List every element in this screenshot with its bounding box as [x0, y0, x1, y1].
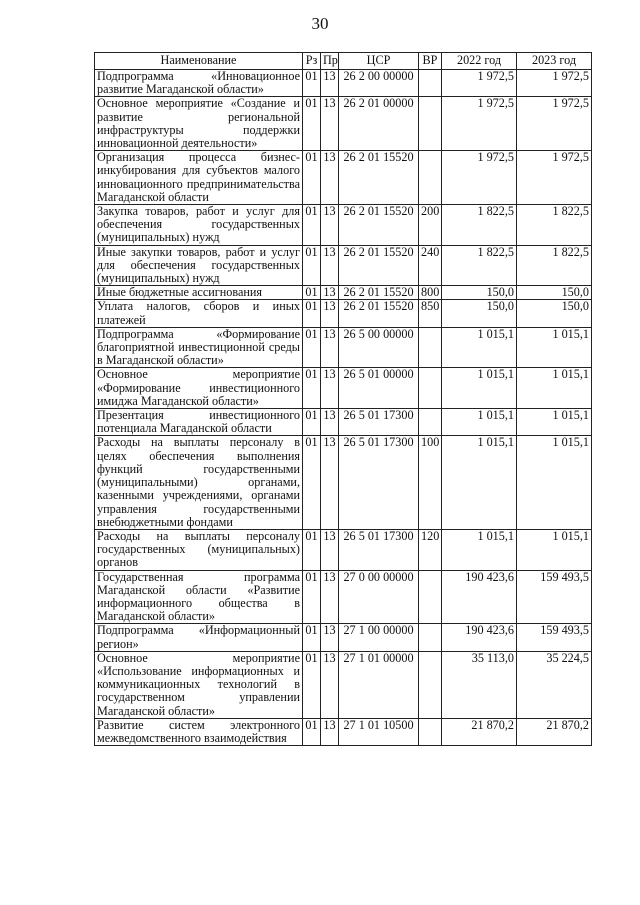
row-2023: 1 015,1: [517, 409, 592, 436]
table-row: [95, 436, 592, 529]
row-csr: 27 1 01 00000: [339, 651, 419, 718]
row-vr: 240: [419, 245, 442, 286]
row-pr: 13: [321, 651, 339, 718]
row-rz: 01: [303, 529, 321, 570]
table-row: [95, 205, 592, 246]
row-2023: 159 493,5: [517, 624, 592, 651]
row-rz: 01: [303, 718, 321, 745]
row-vr: [419, 327, 442, 368]
row-2022: 150,0: [442, 300, 517, 327]
row-vr: [419, 570, 442, 624]
table-header-row: [95, 53, 592, 70]
row-csr: 26 5 00 00000: [339, 327, 419, 368]
row-rz: 01: [303, 205, 321, 246]
row-pr: 13: [321, 436, 339, 529]
row-rz: 01: [303, 409, 321, 436]
row-csr: 26 2 01 15520: [339, 205, 419, 246]
row-rz: 01: [303, 70, 321, 97]
row-2023: 1 015,1: [517, 368, 592, 409]
row-vr: [419, 70, 442, 97]
row-2022: 1 972,5: [442, 97, 517, 151]
row-rz: 01: [303, 436, 321, 529]
budget-table: [94, 52, 592, 746]
row-pr: 13: [321, 286, 339, 300]
row-rz: 01: [303, 300, 321, 327]
row-2022: 21 870,2: [442, 718, 517, 745]
row-pr: 13: [321, 327, 339, 368]
row-2023: 35 224,5: [517, 651, 592, 718]
row-2023: 1 015,1: [517, 436, 592, 529]
row-pr: 13: [321, 205, 339, 246]
row-csr: 26 5 01 00000: [339, 368, 419, 409]
table-row: [95, 70, 592, 97]
row-2023: 1 972,5: [517, 97, 592, 151]
row-2023: 150,0: [517, 300, 592, 327]
table-row: [95, 529, 592, 570]
row-2022: 1 015,1: [442, 368, 517, 409]
row-2022: 35 113,0: [442, 651, 517, 718]
row-csr: 26 2 01 00000: [339, 97, 419, 151]
row-pr: 13: [321, 570, 339, 624]
row-name: Подпрограмма «Информационный регион»: [95, 624, 303, 651]
row-pr: 13: [321, 718, 339, 745]
row-2022: 1 015,1: [442, 436, 517, 529]
row-name: Презентация инвестиционного потенциала Магаданской области: [95, 409, 303, 436]
row-name: Расходы на выплаты персоналу в целях обеспечения выполнения функций государственными (муниципальными) органами, казенными учреждениями, органами управления государственными внебюджетными фондами: [95, 436, 303, 529]
row-name: Основное мероприятие «Создание и развитие региональной инфраструктуры поддержки инновационной деятельности»: [95, 97, 303, 151]
row-name: Развитие систем электронного межведомственного взаимодействия: [95, 718, 303, 745]
row-2023: 1 015,1: [517, 529, 592, 570]
row-csr: 26 2 01 15520: [339, 151, 419, 205]
row-pr: 13: [321, 97, 339, 151]
row-name: Закупка товаров, работ и услуг для обеспечения государственных (муниципальных) нужд: [95, 205, 303, 246]
header-csr: ЦСР: [339, 53, 419, 70]
row-csr: 26 5 01 17300: [339, 409, 419, 436]
row-2022: 1 972,5: [442, 151, 517, 205]
row-name: Основное мероприятие «Формирование инвестиционного имиджа Магаданской области»: [95, 368, 303, 409]
row-rz: 01: [303, 624, 321, 651]
row-vr: 100: [419, 436, 442, 529]
table-row: [95, 97, 592, 151]
row-vr: [419, 151, 442, 205]
row-rz: 01: [303, 245, 321, 286]
row-vr: 850: [419, 300, 442, 327]
table-row: [95, 624, 592, 651]
header-vr: ВР: [419, 53, 442, 70]
row-2022: 1 015,1: [442, 409, 517, 436]
row-name: Подпрограмма «Инновационное развитие Магаданской области»: [95, 70, 303, 97]
row-rz: 01: [303, 151, 321, 205]
row-vr: [419, 409, 442, 436]
row-2023: 1 822,5: [517, 245, 592, 286]
table-row: [95, 300, 592, 327]
row-name: Организация процесса бизнес-инкубирования для субъектов малого инновационного предпринимательства Магаданской области: [95, 151, 303, 205]
row-csr: 26 2 01 15520: [339, 286, 419, 300]
row-rz: 01: [303, 327, 321, 368]
row-csr: 27 0 00 00000: [339, 570, 419, 624]
row-2023: 1 015,1: [517, 327, 592, 368]
row-pr: 13: [321, 245, 339, 286]
row-vr: 200: [419, 205, 442, 246]
row-2023: 1 972,5: [517, 70, 592, 97]
row-csr: 26 2 01 15520: [339, 245, 419, 286]
row-2022: 1 972,5: [442, 70, 517, 97]
row-2022: 190 423,6: [442, 624, 517, 651]
table-row: [95, 651, 592, 718]
row-pr: 13: [321, 300, 339, 327]
table-row: [95, 245, 592, 286]
row-pr: 13: [321, 409, 339, 436]
row-rz: 01: [303, 97, 321, 151]
row-vr: [419, 97, 442, 151]
row-csr: 26 5 01 17300: [339, 529, 419, 570]
row-csr: 27 1 00 00000: [339, 624, 419, 651]
row-csr: 26 2 00 00000: [339, 70, 419, 97]
row-rz: 01: [303, 368, 321, 409]
row-pr: 13: [321, 624, 339, 651]
row-vr: 800: [419, 286, 442, 300]
header-2022: 2022 год: [442, 53, 517, 70]
row-2022: 150,0: [442, 286, 517, 300]
row-2023: 1 972,5: [517, 151, 592, 205]
row-vr: [419, 718, 442, 745]
row-vr: 120: [419, 529, 442, 570]
row-2023: 1 822,5: [517, 205, 592, 246]
table-row: [95, 718, 592, 745]
row-vr: [419, 624, 442, 651]
table-row: [95, 151, 592, 205]
row-2022: 1 822,5: [442, 205, 517, 246]
table-row: [95, 409, 592, 436]
row-pr: 13: [321, 151, 339, 205]
table-row: [95, 286, 592, 300]
row-pr: 13: [321, 529, 339, 570]
header-pr: Пр: [321, 53, 339, 70]
header-name: Наименование: [95, 53, 303, 70]
row-csr: 26 2 01 15520: [339, 300, 419, 327]
page-number: 30: [311, 14, 329, 33]
row-2023: 159 493,5: [517, 570, 592, 624]
row-rz: 01: [303, 570, 321, 624]
row-2022: 190 423,6: [442, 570, 517, 624]
table-row: [95, 327, 592, 368]
row-name: Расходы на выплаты персоналу государственных (муниципальных) органов: [95, 529, 303, 570]
row-name: Подпрограмма «Формирование благоприятной инвестиционной среды в Магаданской области»: [95, 327, 303, 368]
row-2023: 150,0: [517, 286, 592, 300]
table-row: [95, 368, 592, 409]
row-pr: 13: [321, 70, 339, 97]
row-vr: [419, 651, 442, 718]
row-name: Государственная программа Магаданской области «Развитие информационного общества в Магаданской области»: [95, 570, 303, 624]
header-rz: Рз: [303, 53, 321, 70]
row-vr: [419, 368, 442, 409]
row-name: Иные закупки товаров, работ и услуг для обеспечения государственных (муниципальных) нужд: [95, 245, 303, 286]
row-rz: 01: [303, 286, 321, 300]
row-name: Уплата налогов, сборов и иных платежей: [95, 300, 303, 327]
row-2022: 1 822,5: [442, 245, 517, 286]
row-2022: 1 015,1: [442, 327, 517, 368]
row-name: Иные бюджетные ассигнования: [95, 286, 303, 300]
row-pr: 13: [321, 368, 339, 409]
header-2023: 2023 год: [517, 53, 592, 70]
row-csr: 26 5 01 17300: [339, 436, 419, 529]
row-name: Основное мероприятие «Использование информационных и коммуникационных технологий в государственном управлении Магаданской области»: [95, 651, 303, 718]
row-rz: 01: [303, 651, 321, 718]
row-csr: 27 1 01 10500: [339, 718, 419, 745]
row-2023: 21 870,2: [517, 718, 592, 745]
table-row: [95, 570, 592, 624]
row-2022: 1 015,1: [442, 529, 517, 570]
